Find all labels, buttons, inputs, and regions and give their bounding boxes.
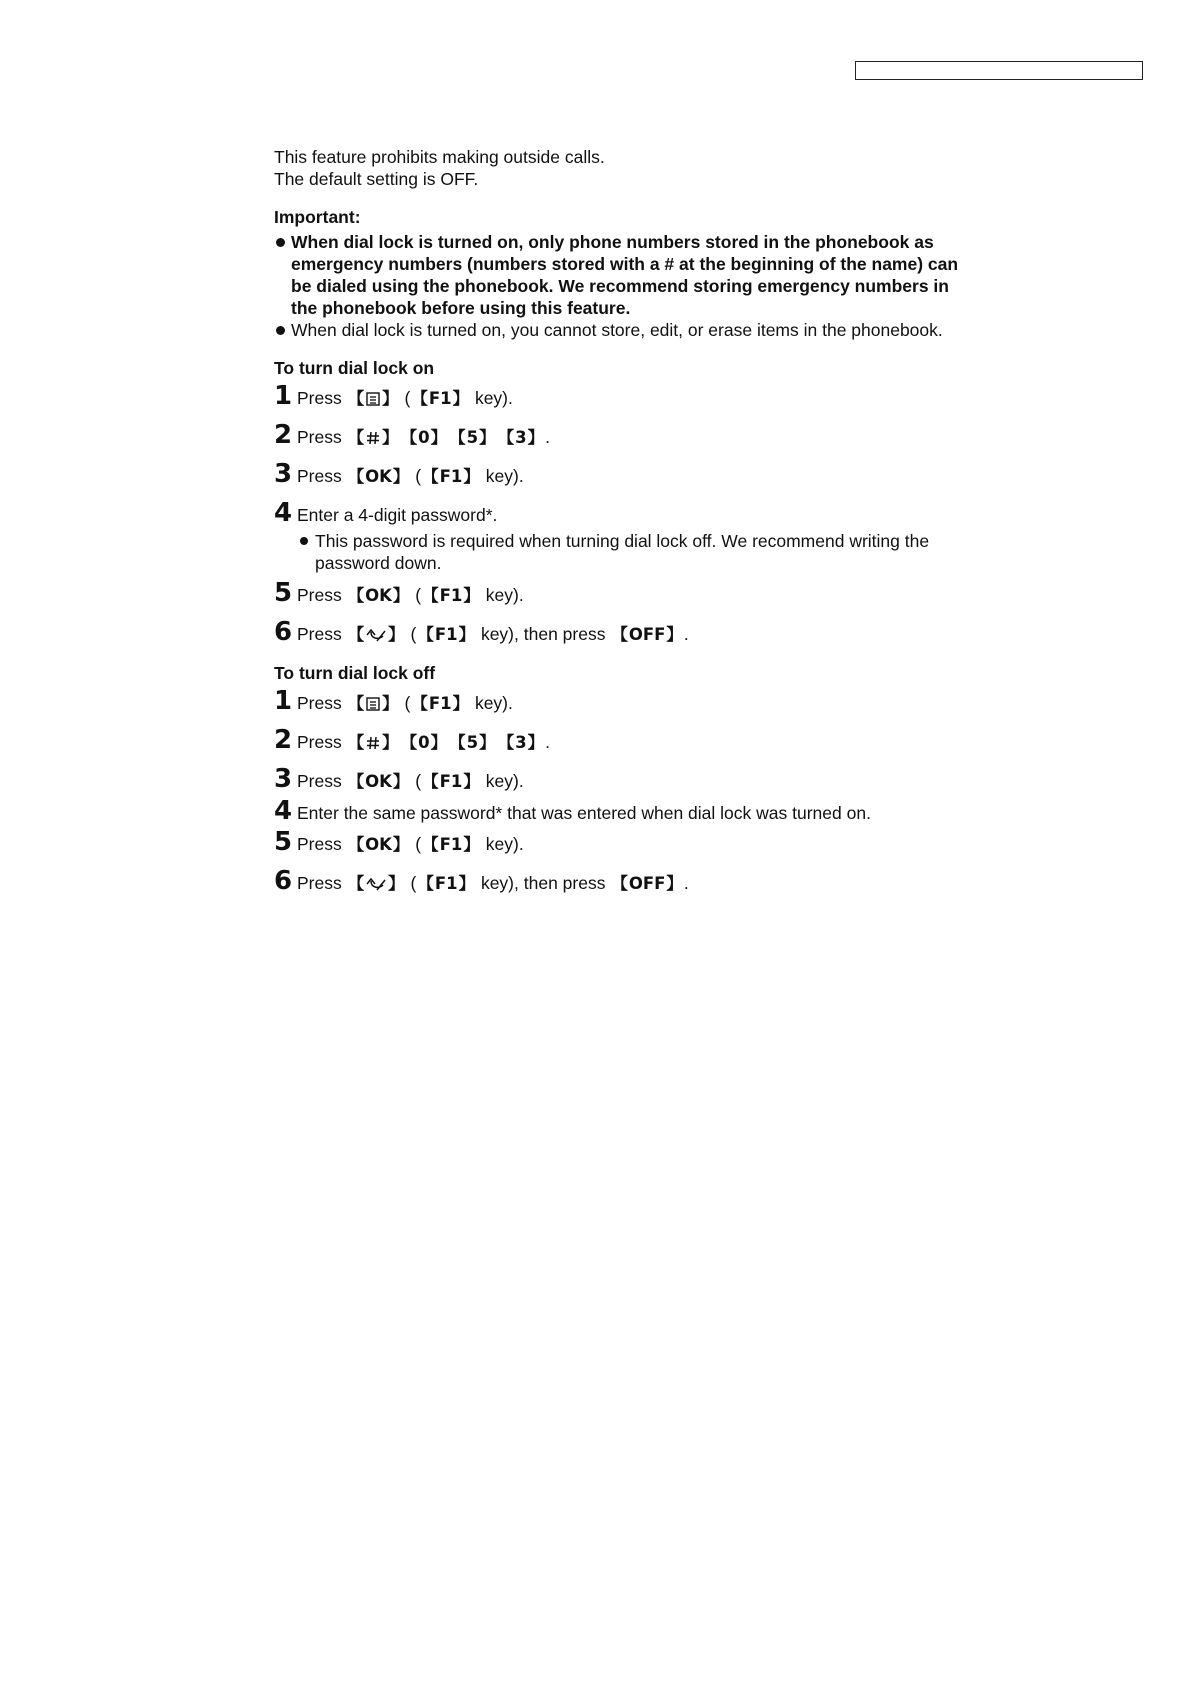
- back-key-icon: [365, 628, 387, 642]
- three-key: 【 3 】: [497, 427, 545, 449]
- enter-same-password-text: Enter the same password* that was entered when dial lock was turned on.: [297, 803, 871, 823]
- open-paren: (: [415, 585, 422, 605]
- back-key: [347, 873, 406, 895]
- f1-key: 【 F1 】: [416, 624, 476, 646]
- zero-key: 【 0 】: [400, 732, 448, 754]
- step-number: 1: [274, 381, 293, 411]
- open-paren: (: [415, 466, 422, 486]
- bullet-icon: [300, 537, 308, 545]
- on-step-4: [274, 498, 974, 574]
- f1-key: 【 F1 】: [410, 693, 470, 715]
- open-paren: (: [404, 693, 411, 713]
- five-key: 【 5 】: [448, 732, 496, 754]
- open-paren: (: [415, 771, 422, 791]
- f1-key: 【 F1 】: [421, 771, 481, 793]
- three-key: 【 3 】: [497, 732, 545, 754]
- ok-key: 【 OK 】: [347, 834, 411, 856]
- hash-key: [347, 427, 400, 449]
- period: .: [545, 732, 550, 752]
- enter-password-text: Enter a 4-digit password*.: [297, 505, 498, 525]
- step-number: 3: [274, 764, 293, 794]
- key-suffix: key).: [474, 693, 513, 713]
- back-key-icon: [365, 877, 387, 891]
- off-step-5: [274, 827, 974, 857]
- off-key: 【 OFF 】: [610, 873, 684, 895]
- step-number: 1: [274, 686, 293, 716]
- f1-key: 【 F1 】: [421, 834, 481, 856]
- off-step-2: [274, 725, 974, 755]
- bullet-icon: [276, 238, 285, 247]
- off-step-3: [274, 764, 974, 794]
- important-note-1: [274, 231, 974, 319]
- period: .: [683, 873, 689, 893]
- menu-key-icon: [365, 697, 381, 711]
- key-suffix: key).: [485, 466, 524, 486]
- ok-key: 【 OK 】: [347, 585, 411, 607]
- step-press: Press: [297, 732, 342, 752]
- menu-key: [347, 693, 400, 715]
- on-step-6: [274, 617, 974, 647]
- hash-key-icon: [365, 431, 381, 445]
- step-press: Press: [297, 693, 342, 713]
- document-content: [274, 146, 974, 911]
- f1-key: 【 F1 】: [410, 388, 470, 410]
- on-step-5: [274, 578, 974, 608]
- key-suffix: key).: [485, 585, 524, 605]
- open-paren: (: [415, 834, 422, 854]
- menu-key: [347, 388, 400, 410]
- step-press: Press: [297, 873, 342, 893]
- important-title: Important:: [274, 207, 361, 227]
- password-note-text: This password is required when turning dial lock off. We recommend writing the password down.: [315, 531, 930, 573]
- off-step-4: [274, 796, 974, 826]
- f1-key: 【 F1 】: [416, 873, 476, 895]
- period: .: [683, 624, 689, 644]
- on-step-1: [274, 381, 974, 411]
- step-number: 3: [274, 459, 293, 489]
- section-title-turn-off: To turn dial lock off: [274, 663, 436, 683]
- intro: [274, 146, 974, 190]
- zero-key: 【 0 】: [400, 427, 448, 449]
- step-press: Press: [297, 427, 342, 447]
- key-suffix: key).: [485, 771, 524, 791]
- password-note: [297, 530, 974, 574]
- important-note-1-text: When dial lock is turned on, only phone numbers stored in the phonebook as emergency numbers (numbers stored with a # at the beginning of the name) can be dialed using the phonebook. We recommend storing emergency numbers in the phonebook before using this feature.: [291, 232, 959, 318]
- five-key: 【 5 】: [448, 427, 496, 449]
- ok-key: 【 OK 】: [347, 771, 411, 793]
- period: .: [545, 427, 550, 447]
- menu-key-icon: [365, 392, 381, 406]
- step-number: 4: [274, 796, 293, 826]
- hash-key: [347, 732, 400, 754]
- step-number: 2: [274, 725, 293, 755]
- key-suffix: key).: [474, 388, 513, 408]
- open-paren: (: [404, 388, 411, 408]
- important-note-2: [274, 319, 974, 341]
- intro-line-1: This feature prohibits making outside calls.: [274, 147, 605, 167]
- ok-key: 【 OK 】: [347, 466, 411, 488]
- f1-key: 【 F1 】: [421, 585, 481, 607]
- step-number: 6: [274, 617, 293, 647]
- step-press: Press: [297, 585, 342, 605]
- intro-line-2: The default setting is OFF.: [274, 169, 479, 189]
- on-step-3: [274, 459, 974, 489]
- open-paren: (: [410, 624, 417, 644]
- step-number: 6: [274, 866, 293, 896]
- then-press: key), then press: [480, 873, 606, 893]
- bullet-icon: [276, 326, 285, 335]
- on-step-2: [274, 420, 974, 450]
- section-title-turn-on: To turn dial lock on: [274, 358, 435, 378]
- step-number: 4: [274, 498, 293, 528]
- f1-key: 【 F1 】: [421, 466, 481, 488]
- step-press: Press: [297, 771, 342, 791]
- off-step-6: [274, 866, 974, 896]
- open-paren: (: [410, 873, 417, 893]
- key-suffix: key).: [485, 834, 524, 854]
- then-press: key), then press: [480, 624, 606, 644]
- step-press: Press: [297, 388, 342, 408]
- step-number: 5: [274, 578, 293, 608]
- step-press: Press: [297, 624, 342, 644]
- important-note-2-text: When dial lock is turned on, you cannot store, edit, or erase items in the phonebook.: [291, 320, 943, 340]
- step-press: Press: [297, 834, 342, 854]
- step-press: Press: [297, 466, 342, 486]
- off-step-1: [274, 686, 974, 716]
- hash-key-icon: [365, 736, 381, 750]
- off-key: 【 OFF 】: [610, 624, 684, 646]
- step-number: 5: [274, 827, 293, 857]
- header-box: [855, 61, 1143, 80]
- step-number: 2: [274, 420, 293, 450]
- back-key: [347, 624, 406, 646]
